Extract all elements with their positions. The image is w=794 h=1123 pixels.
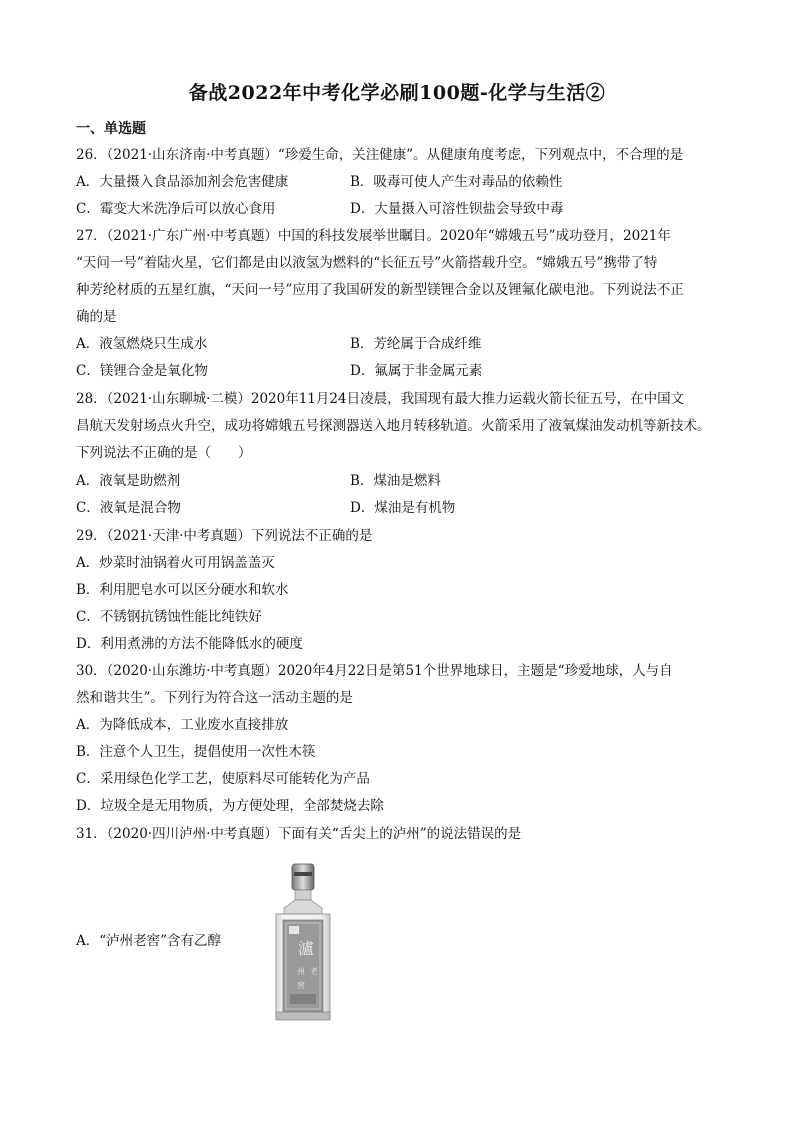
q27-option-c: C．镁锂合金是氧化物 xyxy=(76,363,208,379)
svg-text:窖: 窖 xyxy=(297,981,305,990)
q28-option-c: C．液氧是混合物 xyxy=(76,500,181,516)
q27-option-d: D．氟属于非金属元素 xyxy=(350,363,483,379)
question-27-stem-line4: 确的是 xyxy=(76,309,117,325)
question-30-stem-line1: 30．（2020·山东潍坊·中考真题）2020年4月22日是第51个世界地球日，主题是“珍爱地球，人与自 xyxy=(76,663,673,679)
q30-option-c: C．采用绿色化学工艺，使原料尽可能转化为产品 xyxy=(76,771,370,787)
q28-option-b: B．煤油是燃料 xyxy=(350,473,441,489)
q26-option-a: A．大量摄入食品添加剂会危害健康 xyxy=(76,174,289,190)
q28-option-a: A．液氧是助燃剂 xyxy=(76,473,181,489)
q29-option-c: C．不锈钢抗锈蚀性能比纯铁好 xyxy=(76,609,262,625)
q30-option-b: B．注意个人卫生，提倡使用一次性木筷 xyxy=(76,744,316,760)
q27-option-b: B．芳纶属于合成纤维 xyxy=(350,336,482,352)
question-27-stem-line2: “天问一号”着陆火星，它们都是由以液氢为燃料的“长征五号”火箭搭载升空。“嫦娥五号”携带了特 xyxy=(76,255,658,271)
question-27-stem-line1: 27．（2021·广东广州·中考真题）中国的科技发展举世瞩目。2020年“嫦娥五号”成功登月，2021年 xyxy=(76,228,671,244)
question-30-stem-line2: 然和谐共生”。下列行为符合这一活动主题的是 xyxy=(76,690,353,706)
question-29-stem: 29．（2021·天津·中考真题）下列说法不正确的是 xyxy=(76,528,373,544)
question-26-stem: 26．（2021·山东济南·中考真题）“珍爱生命，关注健康”。从健康角度考虑，下列观点中，不合理的是 xyxy=(76,147,684,163)
question-31-stem: 31．（2020·四川泸州·中考真题）下面有关“舌尖上的泸州”的说法错误的是 xyxy=(76,826,522,842)
q31-option-a: A．“泸州老窖”含有乙醇 xyxy=(76,933,222,949)
q28-option-d: D．煤油是有机物 xyxy=(350,500,456,516)
q29-option-d: D．利用煮沸的方法不能降低水的硬度 xyxy=(76,636,303,652)
question-27-stem-line3: 种芳纶材质的五星红旗，“天问一号”应用了我国研发的新型镁锂合金以及锂氟化碳电池。下列说法不正 xyxy=(76,282,684,298)
q30-option-a: A．为降低成本，工业废水直接排放 xyxy=(76,717,289,733)
q29-option-a: A．炒菜时油锅着火可用锅盖盖灭 xyxy=(76,555,275,571)
question-28-stem-line2: 昌航天发射场点火升空，成功将嫦娥五号探测器送入地月转移轨道。火箭采用了液氧煤油发动机等新技术。 xyxy=(76,418,711,434)
q29-option-b: B．利用肥皂水可以区分硬水和软水 xyxy=(76,582,289,598)
q26-option-c: C．霉变大米洗净后可以放心食用 xyxy=(76,201,276,217)
q26-option-b: B．吸毒可使人产生对毒品的依赖性 xyxy=(350,174,563,190)
q30-option-d: D．垃圾全是无用物质，为方便处理，全部焚烧去除 xyxy=(76,798,384,814)
liquor-bottle-icon xyxy=(262,862,344,1022)
svg-text:老: 老 xyxy=(310,967,318,976)
q27-option-a: A．液氢燃烧只生成水 xyxy=(76,336,208,352)
question-28-stem-line1: 28．（2021·山东聊城·二模）2020年11月24日凌晨，我国现有最大推力运载火箭长征五号，在中国文 xyxy=(76,391,685,407)
svg-text:瀘: 瀘 xyxy=(297,939,315,958)
page-title: 备战2022年中考化学必刷100题-化学与生活② xyxy=(188,82,606,104)
section-heading: 一、单选题 xyxy=(76,121,146,137)
question-28-stem-line3: 下列说法不正确的是（ ） xyxy=(76,445,252,461)
q26-option-d: D．大量摄入可溶性钡盐会导致中毒 xyxy=(350,201,564,217)
svg-text:州: 州 xyxy=(297,967,305,976)
